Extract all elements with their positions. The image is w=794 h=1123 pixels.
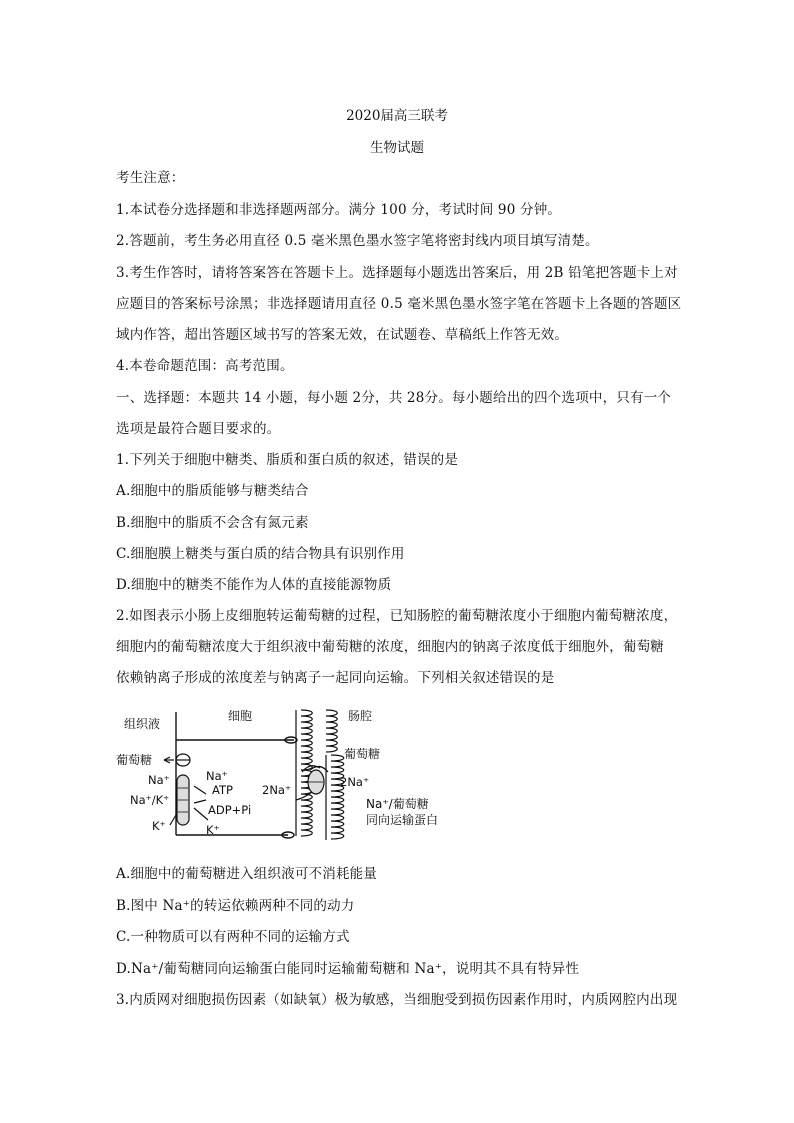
q1-option-c: C.细胞膜上糖类与蛋白质的结合物具有识别作用 <box>116 546 405 562</box>
ion-k-in: K⁺ <box>206 823 220 837</box>
cell-membrane <box>176 712 297 838</box>
glucose-transport-diagram <box>116 700 496 850</box>
q2-stem-1: 2.如图表示小肠上皮细胞转运葡萄糖的过程，已知肠腔的葡萄糖浓度小于细胞内葡萄糖浓度， <box>116 608 678 624</box>
q2-option-c: C.一种物质可以有两种不同的运输方式 <box>116 929 350 945</box>
ion-2na-right: 2Na⁺ <box>340 775 370 789</box>
subject-title: 生物试题 <box>370 140 424 156</box>
notice-item-4: 4.本卷命题范围：高考范围。 <box>116 358 294 374</box>
adp-label: ADP+Pi <box>208 803 252 817</box>
notice-item-2: 2.答题前，考生务必用直径 0.5 毫米黑色墨水签字笔将密封线内项目填写清楚。 <box>116 233 599 249</box>
q2-stem-3: 依赖钠离子形成的浓度差与钠离子一起同向运输。下列相关叙述错误的是 <box>116 670 555 686</box>
glucose-carrier-basolateral <box>176 754 190 766</box>
q3-stem: 3.内质网对细胞损伤因素（如缺氧）极为敏感，当细胞受到损伤因素作用时，内质网腔内出现 <box>116 992 678 1008</box>
notice-item-3-cont: 应题目的答案标号涂黑；非选择题请用直径 0.5 毫米黑色墨水签字笔在答题卡上各题的答题区 <box>116 296 682 312</box>
q2-option-d: D.Na⁺/葡萄糖同向运输蛋白能同时运输葡萄糖和 Na⁺，说明其不具有特异性 <box>116 961 580 977</box>
q1-option-d: D.细胞中的糖类不能作为人体的直接能源物质 <box>116 577 392 593</box>
ion-na-k: Na⁺/K⁺ <box>130 793 170 807</box>
ion-na-in: Na⁺ <box>206 769 228 783</box>
q2-stem-2: 细胞内的葡萄糖浓度大于组织液中葡萄糖的浓度，细胞内的钠离子浓度低于细胞外，葡萄糖 <box>116 639 664 655</box>
q2-option-a: A.细胞中的葡萄糖进入组织液可不消耗能量 <box>116 866 378 882</box>
label-cotransporter-1: Na⁺/葡萄糖 <box>366 797 429 811</box>
q1-option-a: A.细胞中的脂质能够与糖类结合 <box>116 483 309 499</box>
notice-item-1: 1.本试卷分选择题和非选择题两部分。满分 100 分，考试时间 90 分钟。 <box>116 202 562 218</box>
exam-title: 2020届高三联考 <box>346 108 448 124</box>
ion-2na-left: 2Na⁺ <box>262 783 292 797</box>
na-k-pump <box>177 775 189 825</box>
label-cotransporter-2: 同向运输蛋白 <box>366 813 439 827</box>
label-tissue-fluid: 组织液 <box>124 717 161 731</box>
section1-intro-cont: 选项是最符合题目要求的。 <box>116 421 281 437</box>
notice-heading: 考生注意： <box>116 170 185 186</box>
q2-option-b: B.图中 Na⁺的转运依赖两种不同的动力 <box>116 898 355 914</box>
q1-stem: 1.下列关于细胞中糖类、脂质和蛋白质的叙述，错误的是 <box>116 452 459 468</box>
ion-k-out: K⁺ <box>152 819 166 833</box>
section1-intro: 一、选择题：本题共 14 小题，每小题 2分，共 28分。每小题给出的四个选项中，只有一个 <box>116 390 672 406</box>
q1-option-b: B.细胞中的脂质不会含有氮元素 <box>116 515 309 531</box>
notice-item-3: 3.考生作答时，请将答案答在答题卡上。选择题每小题选出答案后，用 2B 铅笔把答题卡上对 <box>116 265 678 281</box>
ion-na-out: Na⁺ <box>148 773 170 787</box>
label-glucose-right: 葡萄糖 <box>344 747 381 761</box>
label-lumen: 肠腔 <box>348 709 373 723</box>
label-glucose-left: 葡萄糖 <box>116 753 153 767</box>
atp-label: ATP <box>212 783 233 797</box>
notice-item-3-cont2: 域内作答，超出答题区域书写的答案无效，在试题卷、草稿纸上作答无效。 <box>116 327 569 343</box>
na-glucose-cotransporter <box>308 770 324 794</box>
label-cell: 细胞 <box>228 709 253 723</box>
